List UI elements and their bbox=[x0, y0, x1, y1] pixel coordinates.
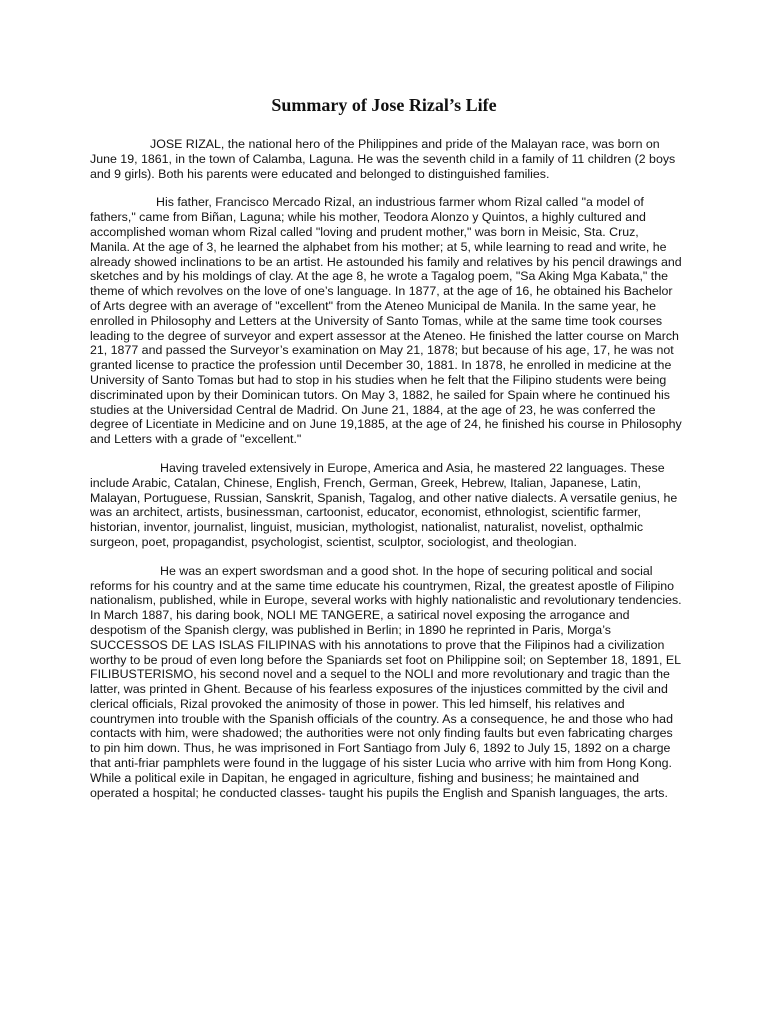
paragraph-writings: He was an expert swordsman and a good shot. In the hope of securing political and social reforms for his country and at the same time educate his countrymen, Rizal, the greatest apostle of Filipino nationalism, published, while in Europe, several works with highly nationalistic and revolutionary tendencies. In March 1887, his daring book, NOLI ME TANGERE, a satirical novel exposing the arrogance and despotism of the Spanish clergy, was published in Berlin; in 1890 he reprinted in Paris, Morga’s SUCCESSOS DE LAS ISLAS FILIPINAS with his annotations to prove that the Filipinos had a civilization worthy to be proud of even long before the Spaniards set foot on Philippine soil; on September 18, 1891, EL FILIBUSTERISMO, his second novel and a sequel to the NOLI and more revolutionary and tragic than the latter, was printed in Ghent. Because of his fearless exposures of the injustices committed by the civil and clerical officials, Rizal provoked the animosity of those in power. This led himself, his relatives and countrymen into trouble with the Spanish officials of the country. As a consequence, he and those who had contacts with him, were shadowed; the authorities were not only finding faults but even fabricating charges to pin him down. Thus, he was imprisoned in Fort Santiago from July 6, 1892 to July 15, 1892 on a charge that anti-friar pamphlets were found in the luggage of his sister Lucia who arrive with him from Hong Kong. While a political exile in Dapitan, he engaged in agriculture, fishing and business; he maintained and operated a hospital; he conducted classes- taught his pupils the English and Spanish languages, the arts. bbox=[90, 563, 682, 800]
document-title: Summary of Jose Rizal’s Life bbox=[271, 95, 497, 115]
paragraph-birth: JOSE RIZAL, the national hero of the Philippines and pride of the Malayan race, was born on June 19, 1861, in the town of Calamba, Laguna. He was the seventh child in a family of 11 children (2 boys and 9 girls). Both his parents were educated and belonged to distinguished families. bbox=[90, 137, 676, 181]
paragraph-languages: Having traveled extensively in Europe, America and Asia, he mastered 22 languages. These include Arabic, Catalan, Chinese, English, French, German, Greek, Hebrew, Italian, Japanese, Latin, Malayan, Portuguese, Russian, Sanskrit, Spanish, Tagalog, and other native dialects. A versatile genius, he was an architect, artists, businessman, cartoonist, educator, economist, ethnologist, scientific farmer, historian, inventor, journalist, linguist, musician, mythologist, nationalist, naturalist, novelist, opthalmic surgeon, poet, propagandist, psychologist, scientist, sculptor, sociologist, and theologian. bbox=[90, 460, 678, 549]
document-body bbox=[90, 137, 682, 814]
paragraph-education: His father, Francisco Mercado Rizal, an industrious farmer whom Rizal called "a model of fathers," came from Biñan, Laguna; while his mother, Teodora Alonzo y Quintos, a highly cultured and accomplished woman whom Rizal called "loving and prudent mother," was born in Meisic, Sta. Cruz, Manila. At the age of 3, he learned the alphabet from his mother; at 5, while learning to read and write, he already showed inclinations to be an artist. He astounded his family and relatives by his pencil drawings and sketches and by his moldings of clay. At the age 8, he wrote a Tagalog poem, "Sa Aking Mga Kabata," the theme of which revolves on the love of one’s language. In 1877, at the age of 16, he obtained his Bachelor of Arts degree with an average of "excellent" from the Ateneo Municipal de Manila. In the same year, he enrolled in Philosophy and Letters at the University of Santo Tomas, while at the same time took courses leading to the degree of surveyor and expert assessor at the Ateneo. He finished the latter course on March 21, 1877 and passed the Surveyor’s examination on May 21, 1878; but because of his age, 17, he was not granted license to practice the profession until December 30, 1881. In 1878, he enrolled in medicine at the University of Santo Tomas but had to stop in his studies when he felt that the Filipino students were being discriminated upon by their Dominican tutors. On May 3, 1882, he sailed for Spain where he continued his studies at the Universidad Central de Madrid. On June 21, 1884, at the age of 23, he was conferred the degree of Licentiate in Medicine and on June 19,1885, at the age of 24, he finished his course in Philosophy and Letters with a grade of "excellent." bbox=[90, 195, 682, 447]
